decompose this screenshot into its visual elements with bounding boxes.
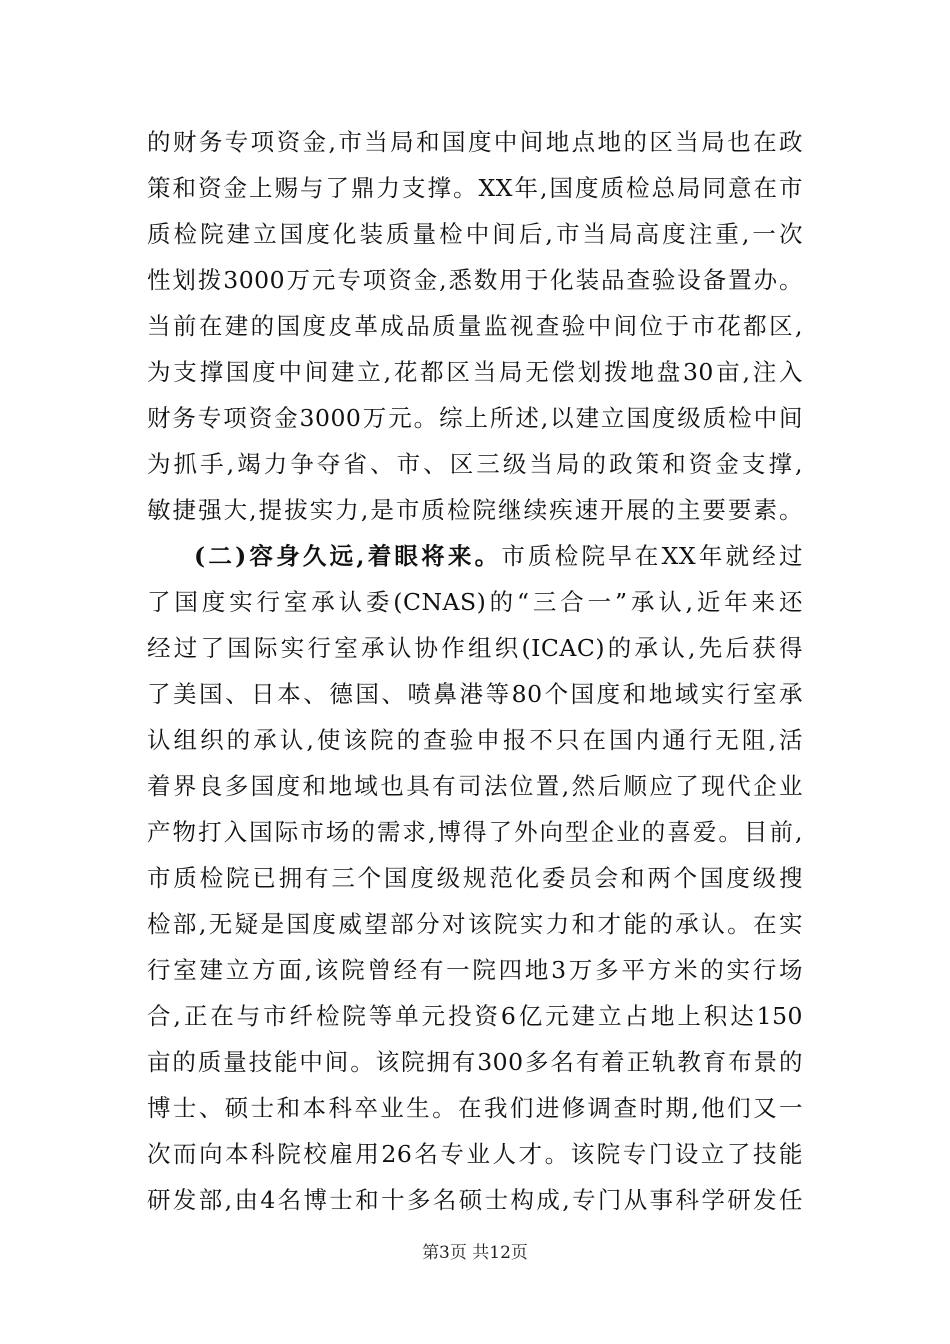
text-line: 经过了国际实行室承认协作组织(ICAC)的承认,先后获得 xyxy=(147,634,803,662)
text-line: 敏捷强大,提拔实力,是市质检院继续疾速开展的主要要素。 xyxy=(147,496,803,524)
text-line: 合,正在与市纤检院等单元投资6亿元建立占地上积达150 xyxy=(147,1002,803,1030)
section-heading: (二)容身久远,着眼将来。 xyxy=(194,542,502,570)
text-line: 质检院建立国度化装质量检中间后,市当局高度注重,一次 xyxy=(147,220,803,248)
text-line: 财务专项资金3000万元。综上所述,以建立国度级质检中间 xyxy=(147,404,803,432)
text-line: 了美国、日本、德国、喷鼻港等80个国度和地域实行室承 xyxy=(147,680,803,708)
text-line: 为抓手,竭力争夺省、市、区三级当局的政策和资金支撑, xyxy=(147,450,803,478)
text-line: 的财务专项资金,市当局和国度中间地点地的区当局也在政 xyxy=(147,128,803,156)
text-line: 性划拨3000万元专项资金,悉数用于化装品查验设备置办。 xyxy=(147,266,803,294)
text-line: 认组织的承认,使该院的查验申报不只在国内通行无阻,活 xyxy=(147,726,803,754)
section-heading-line xyxy=(147,533,803,579)
text-line: 着界良多国度和地域也具有司法位置,然后顺应了现代企业 xyxy=(147,772,803,800)
text-line: 市质检院已拥有三个国度级规范化委员会和两个国度级搜 xyxy=(147,864,803,892)
page-footer: 第3页 共12页 xyxy=(422,1243,528,1263)
text-line: 检部,无疑是国度威望部分对该院实力和才能的承认。在实 xyxy=(147,910,803,938)
text-line: 当前在建的国度皮革成品质量监视查验中间位于市花都区, xyxy=(147,312,803,340)
text-line: 次而向本科院校雇用26名专业人才。该院专门设立了技能 xyxy=(147,1140,803,1168)
text-line: 博士、硕士和本科卒业生。在我们进修调查时期,他们又一 xyxy=(147,1094,803,1122)
text-line: 产物打入国际市场的需求,博得了外向型企业的喜爱。目前, xyxy=(147,818,803,846)
text-line: 行室建立方面,该院曾经有一院四地3万多平方米的实行场 xyxy=(147,956,803,984)
text-line: 亩的质量技能中间。该院拥有300多名有着正轨教育布景的 xyxy=(147,1048,803,1076)
text-line: 了国度实行室承认委(CNAS)的“三合一”承认,近年来还 xyxy=(147,588,803,616)
text-line: 为支撑国度中间建立,花都区当局无偿划拨地盘30亩,注入 xyxy=(147,358,803,386)
heading-line-text: 市质检院早在XX年就经过 xyxy=(501,542,803,570)
text-line: 研发部,由4名博士和十多名硕士构成,专门从事科学研发任 xyxy=(147,1186,803,1214)
text-line: 策和资金上赐与了鼎力支撑。XX年,国度质检总局同意在市 xyxy=(147,174,803,202)
